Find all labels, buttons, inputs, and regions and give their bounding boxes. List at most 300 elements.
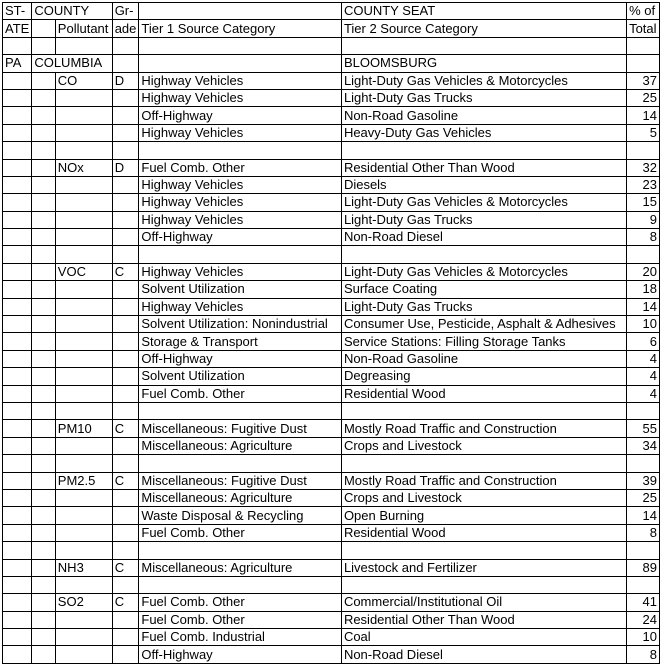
empty-cell [32,194,55,211]
cell-pct: 4 [627,350,660,367]
cell-pct: 34 [627,437,660,454]
cell-tier2: Open Burning [341,507,626,524]
spacer-row [3,576,660,593]
cell-tier1: Off-Highway [139,646,342,663]
empty-cell [3,229,32,246]
empty-cell [55,385,112,402]
empty-cell [3,142,32,159]
empty-cell [55,89,112,106]
empty-cell [3,368,32,385]
cell-tier2: Residential Other Than Wood [341,159,626,176]
table-row [3,316,660,333]
cell-pct: 4 [627,385,660,402]
empty-cell [32,350,55,367]
empty-cell [55,524,112,541]
empty-cell [32,611,55,628]
empty-cell [55,629,112,646]
cell-tier2: Crops and Livestock [341,437,626,454]
cell-pct: 25 [627,89,660,106]
empty-cell [112,176,139,193]
empty-cell [32,455,55,472]
header-tier2: Tier 2 Source Category [341,20,626,37]
spacer-row [3,455,660,472]
empty-cell [627,576,660,593]
empty-cell [55,246,112,263]
empty-cell [3,542,32,559]
empty-cell [3,333,32,350]
empty-cell [112,194,139,211]
empty-cell [3,629,32,646]
cell-grade: C [112,263,139,280]
empty-cell [341,402,626,419]
empty-cell [3,124,32,141]
empty-cell [32,142,55,159]
empty-cell [32,316,55,333]
empty-cell [3,89,32,106]
cell-pct: 18 [627,281,660,298]
cell-pct: 8 [627,524,660,541]
empty-cell [3,594,32,611]
location-row [3,55,660,72]
empty-cell [627,37,660,54]
cell-tier2: Non-Road Diesel [341,646,626,663]
spacer-row [3,246,660,263]
cell-pct: 23 [627,176,660,193]
table-row [3,368,660,385]
cell-tier1: Highway Vehicles [139,89,342,106]
cell-tier2: Commercial/Institutional Oil [341,594,626,611]
empty-cell [55,316,112,333]
empty-cell [32,298,55,315]
cell-tier1: Off-Highway [139,229,342,246]
cell-tier2: Light-Duty Gas Trucks [341,298,626,315]
empty-cell [3,194,32,211]
empty-cell [32,594,55,611]
empty-cell [112,333,139,350]
empty-cell [32,159,55,176]
empty-cell [112,542,139,559]
empty-cell [341,455,626,472]
table-row [3,333,660,350]
cell-pct: 37 [627,72,660,89]
cell-tier2: Livestock and Fertilizer [341,559,626,576]
spacer-row [3,142,660,159]
empty-cell [112,611,139,628]
table-row [3,124,660,141]
empty-cell [3,211,32,228]
cell-tier1: Fuel Comb. Other [139,611,342,628]
empty-cell [112,229,139,246]
cell-tier1: Highway Vehicles [139,176,342,193]
header-row-2 [3,20,660,37]
table-row [3,194,660,211]
cell-tier1: Waste Disposal & Recycling [139,507,342,524]
cell-tier1: Fuel Comb. Industrial [139,629,342,646]
table-row [3,646,660,663]
empty-cell [32,229,55,246]
empty-cell [3,263,32,280]
header-county-seat: COUNTY SEAT [341,3,626,20]
empty-cell [139,55,342,72]
empty-cell [139,402,342,419]
empty-cell [341,142,626,159]
empty-cell [32,542,55,559]
empty-cell [55,124,112,141]
cell-pollutant: PM2.5 [55,472,112,489]
table-row [3,437,660,454]
header-grade-line2: ade [112,20,139,37]
table-row [3,211,660,228]
cell-pollutant: VOC [55,263,112,280]
empty-cell [32,37,55,54]
empty-cell [55,298,112,315]
cell-pct: 8 [627,646,660,663]
empty-cell [112,368,139,385]
empty-cell [55,576,112,593]
empty-cell [3,420,32,437]
header-pollutant: Pollutant [55,20,112,37]
empty-cell [112,37,139,54]
cell-tier1: Highway Vehicles [139,298,342,315]
cell-pct: 10 [627,316,660,333]
empty-cell [55,176,112,193]
empty-cell [3,176,32,193]
empty-cell [112,350,139,367]
cell-tier1: Off-Highway [139,107,342,124]
empty-cell [55,350,112,367]
cell-tier2: Light-Duty Gas Trucks [341,211,626,228]
cell-grade: C [112,420,139,437]
cell-tier2: Consumer Use, Pesticide, Asphalt & Adhesives [341,316,626,333]
empty-cell [3,350,32,367]
empty-cell [112,316,139,333]
empty-cell [3,246,32,263]
empty-cell [32,576,55,593]
empty-cell [55,229,112,246]
cell-tier1: Miscellaneous: Fugitive Dust [139,472,342,489]
empty-cell [627,246,660,263]
header-pct-line1: % of [627,3,660,20]
empty-cell [3,507,32,524]
empty-cell [32,646,55,663]
empty-cell [32,263,55,280]
cell-tier2: Residential Other Than Wood [341,611,626,628]
empty-cell [3,281,32,298]
cell-pollutant: SO2 [55,594,112,611]
empty-cell [3,316,32,333]
empty-cell [55,507,112,524]
empty-cell [32,72,55,89]
empty-cell [112,211,139,228]
empty-cell [112,402,139,419]
empty-cell [32,402,55,419]
cell-pct: 14 [627,298,660,315]
empty-cell [341,576,626,593]
header-row-1 [3,3,660,20]
empty-cell [55,646,112,663]
cell-tier1: Miscellaneous: Agriculture [139,437,342,454]
cell-pct: 14 [627,507,660,524]
cell-pct: 14 [627,107,660,124]
cell-tier2: Degreasing [341,368,626,385]
table-row [3,507,660,524]
empty-cell [32,246,55,263]
empty-cell [32,559,55,576]
empty-cell [3,524,32,541]
empty-cell [112,507,139,524]
cell-pct: 6 [627,333,660,350]
empty-cell [3,298,32,315]
cell-tier1: Highway Vehicles [139,124,342,141]
cell-tier1: Fuel Comb. Other [139,159,342,176]
empty-cell [112,142,139,159]
cell-tier2: Heavy-Duty Gas Vehicles [341,124,626,141]
cell-tier1: Highway Vehicles [139,72,342,89]
table-row [3,72,660,89]
empty-cell [55,211,112,228]
empty-cell [3,402,32,419]
empty-cell [112,246,139,263]
cell-tier2: Residential Wood [341,524,626,541]
empty-cell [55,142,112,159]
empty-cell [55,107,112,124]
empty-cell [139,142,342,159]
empty-cell [627,55,660,72]
cell-pct: 25 [627,489,660,506]
empty-cell [112,89,139,106]
cell-tier2: Crops and Livestock [341,489,626,506]
spacer-row [3,402,660,419]
empty-cell [55,611,112,628]
empty-cell [627,542,660,559]
empty-cell [55,402,112,419]
cell-tier2: Non-Road Diesel [341,229,626,246]
cell-grade: C [112,559,139,576]
cell-tier2: Light-Duty Gas Trucks [341,89,626,106]
table-row [3,472,660,489]
table-row [3,89,660,106]
cell-tier2: Mostly Road Traffic and Construction [341,420,626,437]
cell-tier1: Highway Vehicles [139,211,342,228]
county-seat-cell: BLOOMSBURG [341,55,626,72]
empty-cell [112,124,139,141]
cell-pollutant: CO [55,72,112,89]
empty-cell [3,107,32,124]
cell-grade: C [112,472,139,489]
cell-pct: 4 [627,368,660,385]
empty-cell [139,37,342,54]
empty-cell [3,489,32,506]
empty-cell [55,455,112,472]
empty-cell [139,542,342,559]
table-row [3,559,660,576]
empty-cell [3,159,32,176]
empty-cell [139,455,342,472]
cell-tier1: Solvent Utilization [139,368,342,385]
state-cell: PA [3,55,32,72]
cell-tier2: Light-Duty Gas Vehicles & Motorcycles [341,263,626,280]
empty-cell [32,211,55,228]
table-row [3,281,660,298]
table-row [3,350,660,367]
cell-tier2: Coal [341,629,626,646]
cell-tier1: Miscellaneous: Agriculture [139,489,342,506]
cell-pct: 5 [627,124,660,141]
empty-cell [627,455,660,472]
table-row [3,629,660,646]
empty-cell [32,489,55,506]
cell-pct: 15 [627,194,660,211]
table-row [3,229,660,246]
cell-tier2: Non-Road Gasoline [341,107,626,124]
empty-cell [32,420,55,437]
empty-cell [112,524,139,541]
empty-cell [55,368,112,385]
empty-cell [55,542,112,559]
cell-pct: 32 [627,159,660,176]
empty-cell [341,37,626,54]
empty-cell [112,281,139,298]
empty-cell [112,489,139,506]
table-row [3,159,660,176]
empty-cell [3,472,32,489]
empty-cell [55,281,112,298]
county-cell: COLUMBIA [32,55,112,72]
empty-cell [32,333,55,350]
cell-tier1: Storage & Transport [139,333,342,350]
empty-cell [55,437,112,454]
cell-tier2: Non-Road Gasoline [341,350,626,367]
cell-tier1: Fuel Comb. Other [139,385,342,402]
table-row [3,594,660,611]
empty-cell [55,194,112,211]
empty-cell [32,524,55,541]
empty-cell [112,107,139,124]
empty-cell [112,576,139,593]
header-tier1: Tier 1 Source Category [139,20,342,37]
header-county: COUNTY [32,3,112,20]
header-pct-line2: Total [627,20,660,37]
empty-cell [3,37,32,54]
empty-cell [3,455,32,472]
empty-cell [112,55,139,72]
cell-tier2: Light-Duty Gas Vehicles & Motorcycles [341,72,626,89]
cell-tier1: Solvent Utilization [139,281,342,298]
empty-cell [32,437,55,454]
table-row [3,611,660,628]
table-row [3,107,660,124]
empty-cell [3,385,32,402]
cell-tier1: Miscellaneous: Fugitive Dust [139,420,342,437]
table-row [3,489,660,506]
empty-cell [112,455,139,472]
table-row [3,176,660,193]
empty-cell [32,124,55,141]
empty-cell [32,507,55,524]
table-row [3,385,660,402]
empty-cell [32,472,55,489]
spacer-row [3,542,660,559]
cell-tier1: Off-Highway [139,350,342,367]
header-state-line1: ST- [3,3,32,20]
header-grade-line1: Gr- [112,3,139,20]
cell-tier1: Highway Vehicles [139,194,342,211]
empty-cell [112,385,139,402]
cell-pollutant: PM10 [55,420,112,437]
empty-cell [32,176,55,193]
cell-tier1: Fuel Comb. Other [139,594,342,611]
cell-pct: 39 [627,472,660,489]
cell-tier2: Residential Wood [341,385,626,402]
cell-pct: 10 [627,629,660,646]
empty-cell [341,246,626,263]
empty-cell [55,333,112,350]
empty-cell [627,402,660,419]
empty-cell [3,437,32,454]
empty-cell [32,368,55,385]
empty-cell [32,107,55,124]
empty-cell [112,298,139,315]
cell-tier1: Solvent Utilization: Nonindustrial [139,316,342,333]
empty-cell [112,437,139,454]
cell-tier1: Highway Vehicles [139,263,342,280]
spacer-row [3,37,660,54]
cell-tier1: Fuel Comb. Other [139,524,342,541]
cell-tier2: Service Stations: Filling Storage Tanks [341,333,626,350]
cell-grade: D [112,72,139,89]
cell-pollutant: NH3 [55,559,112,576]
cell-pct: 89 [627,559,660,576]
empty-cell [3,72,32,89]
empty-cell [139,246,342,263]
emissions-table [2,2,660,664]
header-state-line2: ATE [3,20,32,37]
empty-cell [32,385,55,402]
empty-cell [3,611,32,628]
cell-grade: D [112,159,139,176]
empty-cell [3,576,32,593]
empty-cell [3,646,32,663]
cell-pct: 24 [627,611,660,628]
empty-cell [341,542,626,559]
cell-tier2: Mostly Road Traffic and Construction [341,472,626,489]
cell-pct: 20 [627,263,660,280]
cell-pct: 8 [627,229,660,246]
cell-tier2: Diesels [341,176,626,193]
empty-cell [32,89,55,106]
table-row [3,263,660,280]
cell-tier2: Surface Coating [341,281,626,298]
table-row [3,298,660,315]
cell-pct: 9 [627,211,660,228]
cell-grade: C [112,594,139,611]
table-row [3,420,660,437]
table-row [3,524,660,541]
empty-cell [3,559,32,576]
empty-cell [32,20,55,37]
empty-cell [55,489,112,506]
empty-cell [627,142,660,159]
cell-pollutant: NOx [55,159,112,176]
empty-cell [112,629,139,646]
empty-cell [55,37,112,54]
empty-cell [32,629,55,646]
cell-tier1: Miscellaneous: Agriculture [139,559,342,576]
empty-cell [32,281,55,298]
empty-cell [139,3,342,20]
empty-cell [112,646,139,663]
empty-cell [139,576,342,593]
